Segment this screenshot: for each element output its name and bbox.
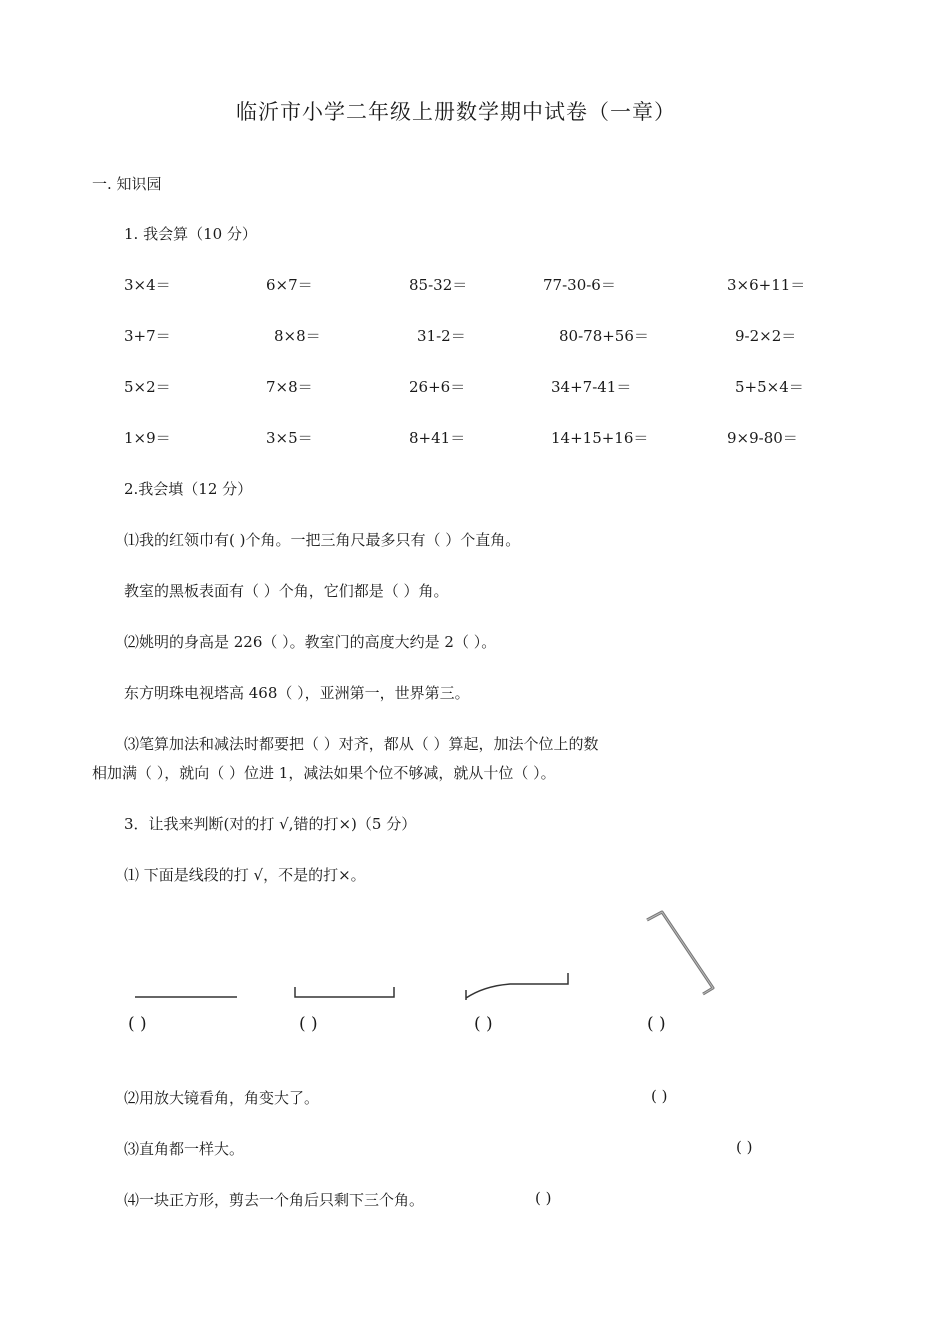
calc-item: 34+7-41＝ (551, 378, 632, 396)
answer-paren[interactable]: ( ) (299, 1014, 318, 1034)
calc-item: 1×9＝ (124, 429, 171, 447)
calc-item: 5+5×4＝ (735, 378, 804, 396)
answer-paren[interactable]: ( ) (651, 1087, 668, 1105)
fill-line: 教室的黑板表面有（ ）个角，它们都是（ ）角。 (124, 582, 449, 600)
calc-item: 77-30-6＝ (543, 276, 616, 294)
question-3-heading: 3．让我来判断(对的打 √,错的打×)（5 分） (124, 815, 417, 833)
page-title: 临沂市小学二年级上册数学期中试卷（一章） (236, 100, 676, 124)
question-2-heading: 2.我会填（12 分） (124, 480, 253, 498)
fill-line: 相加满（ ），就向（ ）位进 1，减法如果个位不够减，就从十位（ ）。 (92, 764, 556, 782)
calc-item: 8×8＝ (274, 327, 321, 345)
calc-item: 14+15+16＝ (551, 429, 649, 447)
judge-item: ⑵用放大镜看角，角变大了。 (124, 1089, 320, 1107)
judge-item: ⑶直角都一样大。 (124, 1140, 245, 1158)
judge-item: ⑷一块正方形，剪去一个角后只剩下三个角。 (124, 1191, 425, 1209)
calc-item: 26+6＝ (409, 378, 466, 396)
calc-item: 7×8＝ (266, 378, 313, 396)
fill-line: ⑵姚明的身高是 226（ ）。教室门的高度大约是 2（ ）。 (124, 633, 497, 651)
calc-item: 85-32＝ (409, 276, 468, 294)
calc-item: 6×7＝ (266, 276, 313, 294)
sub-question: ⑴ 下面是线段的打 √，不是的打×。 (124, 866, 366, 884)
figure-line-segment (130, 988, 240, 1002)
figure-bracket-line (290, 984, 400, 1004)
answer-paren[interactable]: ( ) (736, 1138, 753, 1156)
calc-item: 9×9-80＝ (727, 429, 798, 447)
answer-paren[interactable]: ( ) (647, 1014, 666, 1034)
calc-item: 31-2＝ (417, 327, 466, 345)
calc-item: 9-2×2＝ (735, 327, 797, 345)
calc-item: 3×6+11＝ (727, 276, 806, 294)
fill-line: ⑶笔算加法和减法时都要把（ ）对齐，都从（ ）算起，加法个位上的数 (124, 735, 599, 753)
fill-line: ⑴我的红领巾有( )个角。一把三角尺最多只有（ ）个直角。 (124, 531, 521, 549)
calc-item: 80-78+56＝ (559, 327, 649, 345)
question-1-heading: 1. 我会算（10 分） (124, 225, 257, 243)
answer-paren[interactable]: ( ) (535, 1189, 552, 1207)
calc-item: 3×5＝ (266, 429, 313, 447)
calc-item: 5×2＝ (124, 378, 171, 396)
section-heading: 一. 知识园 (92, 175, 162, 193)
fill-line: 东方明珠电视塔高 468（ ），亚洲第一，世界第三。 (124, 684, 470, 702)
calc-item: 3×4＝ (124, 276, 171, 294)
calc-item: 3+7＝ (124, 327, 171, 345)
answer-paren[interactable]: ( ) (128, 1014, 147, 1034)
figure-slanted-line (640, 908, 730, 1000)
answer-paren[interactable]: ( ) (474, 1014, 493, 1034)
calc-item: 8+41＝ (409, 429, 466, 447)
figure-curved-line (462, 970, 574, 1004)
